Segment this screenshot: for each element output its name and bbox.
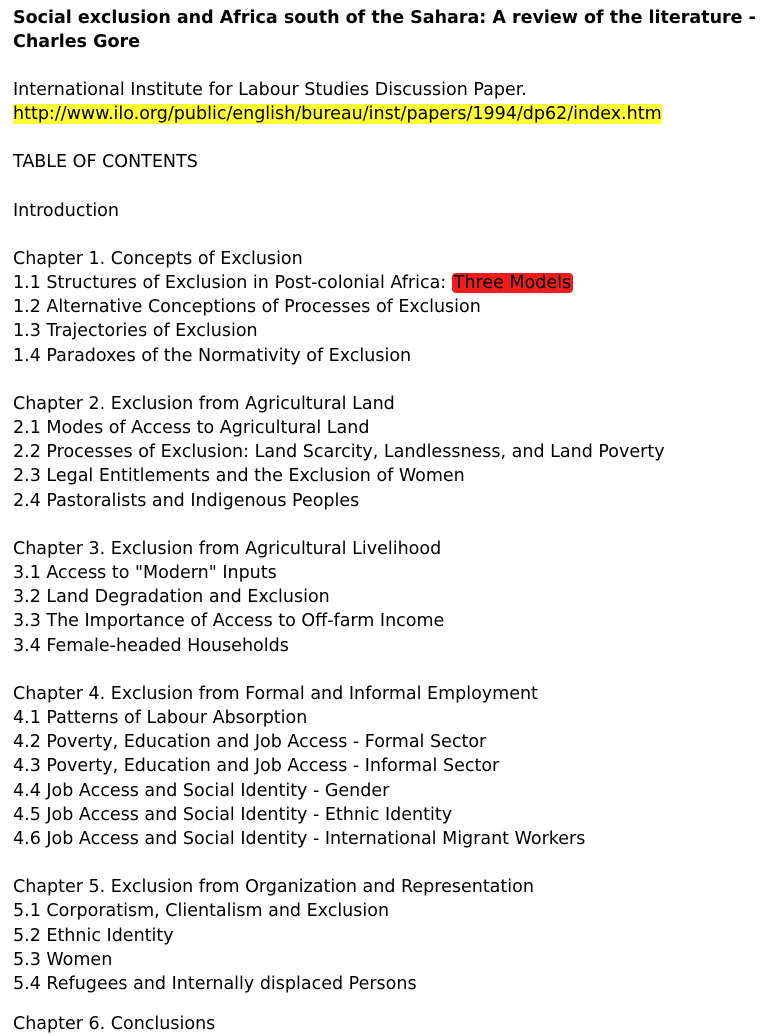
chapter-6-heading-cut-off: Chapter 6. Conclusions (13, 1014, 216, 1034)
toc-item-5-3: 5.3 Women (13, 949, 113, 970)
toc-item-2-3: 2.3 Legal Entitlements and the Exclusion of Women (13, 466, 465, 487)
source-url-line (13, 102, 761, 126)
chapter-1-heading: Chapter 1. Concepts of Exclusion (13, 248, 303, 269)
chapter-3-heading: Chapter 3. Exclusion from Agricultural Livelihood (13, 538, 442, 559)
toc-item-5-2: 5.2 Ethnic Identity (13, 925, 174, 946)
toc-item-1-1-text: 1.1 Structures of Exclusion in Post-colonial Africa: (13, 273, 452, 294)
chapter-2-heading: Chapter 2. Exclusion from Agricultural Land (13, 393, 395, 414)
toc-heading: TABLE OF CONTENTS (13, 152, 198, 173)
toc-item-2-2: 2.2 Processes of Exclusion: Land Scarcity, Landlessness, and Land Poverty (13, 442, 665, 463)
toc-item-1-3: 1.3 Trajectories of Exclusion (13, 321, 258, 342)
toc-item-4-5: 4.5 Job Access and Social Identity - Ethnic Identity (13, 804, 453, 825)
toc-item-3-1: 3.1 Access to "Modern" Inputs (13, 563, 277, 584)
chapter-4-heading: Chapter 4. Exclusion from Formal and Informal Employment (13, 683, 538, 704)
toc-item-1-4: 1.4 Paradoxes of the Normativity of Exclusion (13, 345, 412, 366)
toc-item-4-1: 4.1 Patterns of Labour Absorption (13, 708, 308, 729)
document-page (13, 6, 761, 996)
document-title-line-1: Social exclusion and Africa south of the Sahara: A review of the literature - (13, 8, 756, 28)
source-url-link[interactable]: http://www.ilo.org/public/english/bureau/inst/papers/1994/dp62/index.htm (13, 104, 662, 125)
chapter-5-heading: Chapter 5. Exclusion from Organization and Representation (13, 877, 534, 898)
toc-item-4-4: 4.4 Job Access and Social Identity - Gender (13, 780, 390, 801)
toc-item-3-3: 3.3 The Importance of Access to Off-farm Income (13, 611, 445, 632)
toc-item-3-4: 3.4 Female-headed Households (13, 635, 289, 656)
toc-item-4-3: 4.3 Poverty, Education and Job Access - Informal Sector (13, 756, 500, 777)
source-note: International Institute for Labour Studies Discussion Paper. (13, 80, 527, 100)
highlighted-phrase: Three Models (453, 273, 572, 294)
toc-item-5-4: 5.4 Refugees and Internally displaced Persons (13, 974, 417, 995)
toc-item-2-4: 2.4 Pastoralists and Indigenous Peoples (13, 490, 360, 511)
toc-item-5-1: 5.1 Corporatism, Clientalism and Exclusion (13, 901, 390, 922)
toc-item-2-1: 2.1 Modes of Access to Agricultural Land (13, 418, 370, 439)
toc-item-4-2: 4.2 Poverty, Education and Job Access - Formal Sector (13, 732, 487, 753)
toc-item-4-6: 4.6 Job Access and Social Identity - International Migrant Workers (13, 829, 586, 850)
document-title-line-2: Charles Gore (13, 32, 141, 52)
toc-introduction: Introduction (13, 200, 119, 221)
toc-item-3-2: 3.2 Land Degradation and Exclusion (13, 587, 330, 608)
toc-item-1-1 (13, 271, 761, 295)
toc-item-1-2: 1.2 Alternative Conceptions of Processes of Exclusion (13, 297, 481, 318)
